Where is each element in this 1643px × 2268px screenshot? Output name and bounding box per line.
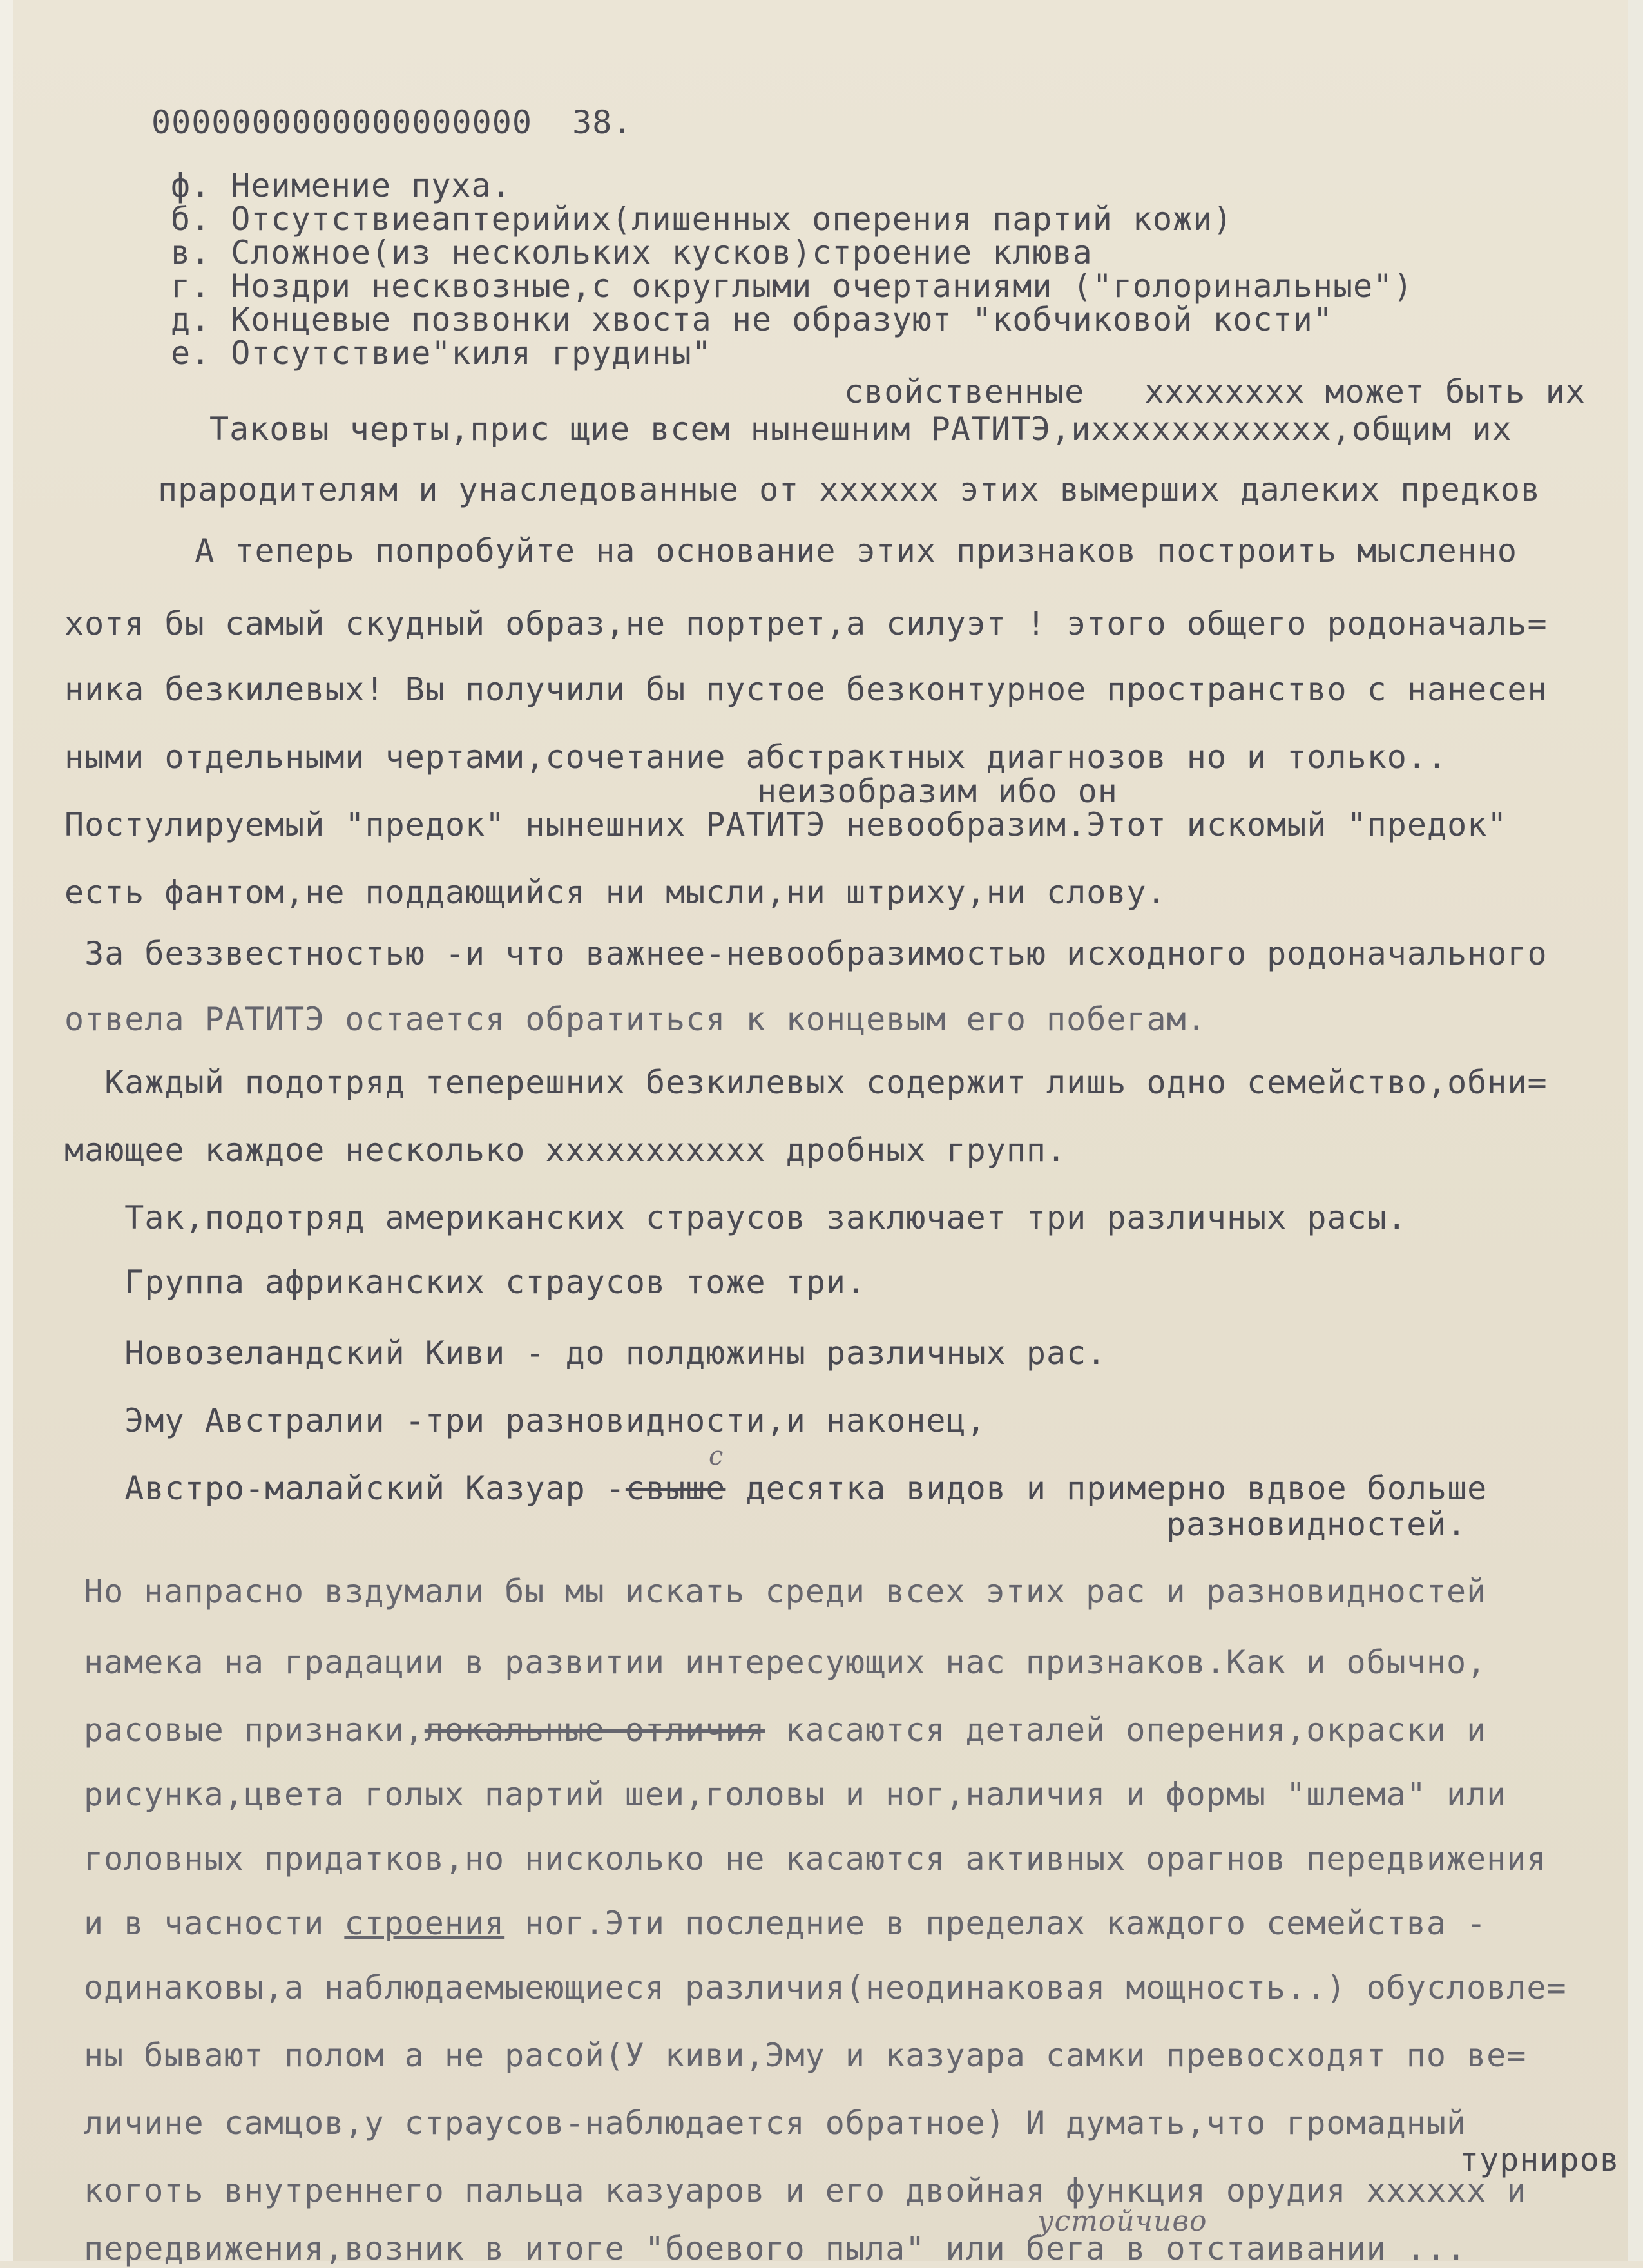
list-item: г. Ноздри несквозные,с округлыми очертаниями ("голоринальные") — [171, 267, 1414, 305]
text-line: рисунка,цвета голых партий шеи,головы и ног,наличия и формы "шлема" или — [84, 1776, 1507, 1813]
text-segment: Австро-малайский Казуар - — [64, 1470, 626, 1507]
paper-edge — [0, 0, 13, 2261]
text-line: одинаковы,а наблюдаемыеющиеся различия(неодинаковая мощность..) обусловле= — [84, 1969, 1567, 2006]
text-line: прародителям и унаследованные от хххххх этих вымерших далеких предков — [158, 471, 1541, 508]
text-line: Эму Австралии -три разновидности,и наконец, — [64, 1402, 986, 1439]
text-segment: касаются деталей оперения,окраски и — [765, 1711, 1487, 1749]
text-line: ника безкилевых! Вы получили бы пустое безконтурное пространство с нанесен — [64, 671, 1548, 708]
text-segment: расовые признаки, — [84, 1711, 425, 1749]
text-line: Но напрасно вздумали бы мы искать среди всех этих рас и разновидностей — [84, 1573, 1487, 1610]
text-line: мающее каждое несколько ххххххххххх дробных групп. — [64, 1131, 1067, 1169]
text-line: Так,подотряд американских страусов заключает три различных расы. — [64, 1199, 1407, 1236]
text-line: Новозеландский Киви - до полдюжины различных рас. — [64, 1334, 1107, 1372]
text-line: ными отдельными чертами,сочетание абстрактных диагнозов но и только.. — [64, 738, 1448, 776]
struck-word: свыше — [625, 1470, 726, 1507]
list-item: е. Отсутствие"киля грудины" — [171, 334, 712, 372]
insertion: свойственные хххххххх может быть их — [844, 373, 1586, 410]
text-segment: и в часности — [84, 1905, 345, 1942]
text-line: отвела РАТИТЭ остается обратиться к концевым его побегам. — [64, 1001, 1207, 1038]
list-item: ф. Неимение пуха. — [171, 167, 512, 204]
text-line: За беззвестностью -и что важнее-невообразимостью исходного родоначального — [64, 935, 1548, 972]
text-line: Таковы черты,прис щие всем нынешним РАТИТЭ,ихххххххххххх,общим их — [209, 410, 1512, 448]
paper-edge-right — [1628, 0, 1643, 2261]
struck-phrase: локальные отличия — [424, 1711, 765, 1749]
text-line — [84, 1904, 1486, 1943]
handwritten-note: устойчиво — [1037, 2205, 1207, 2238]
insertion: турниров — [1459, 2141, 1620, 2178]
text-segment: десятка видов и примерно вдвое больше — [725, 1470, 1488, 1507]
text-line: личине самцов,у страусов-наблюдается обратное) И думать,что громадный — [84, 2104, 1467, 2142]
text-line: Постулируемый "предок" нынешних РАТИТЭ невообразим.Этот искомый "предок" — [64, 806, 1508, 843]
text-line: коготь внутреннего пальца казуаров и его двойная функция орудия хххххх и — [84, 2172, 1527, 2209]
list-item: в. Сложное(из нескольких кусков)строение клюва — [171, 234, 1093, 271]
text-line — [84, 1711, 1486, 1749]
page-header: 0000000000000000000 38. — [151, 104, 633, 141]
text-line: головных придатков,но нисколько не касаются активных орагнов передвижения — [84, 1840, 1547, 1878]
text-line: ны бывают полом а не расой(У киви,Эму и казуара самки превосходят по ве= — [84, 2037, 1527, 2074]
text-line: есть фантом,не поддающийся ни мысли,ни штриху,ни слову. — [64, 874, 1167, 911]
underlined-word: строения — [344, 1905, 505, 1942]
text-line: А теперь попробуйте на основание этих признаков построить мысленно — [155, 532, 1517, 570]
text-segment: ног.Эти последние в пределах каждого семейства - — [504, 1905, 1487, 1942]
text-line: Каждый подотряд теперешних безкилевых содержит лишь одно семейство,обни= — [64, 1064, 1548, 1101]
text-line: Группа африканских страусов тоже три. — [64, 1264, 867, 1301]
text-line: намека на градации в развитии интересующих нас признаков.Как и обычно, — [84, 1644, 1487, 1681]
text-line: передвижения,возник в итоге "боевого пыла" или бега в отстаивании ... — [84, 2230, 1467, 2267]
insertion: неизобразим ибо он — [757, 773, 1118, 810]
text-line: хотя бы самый скудный образ,не портрет,а силуэт ! этого общего родоначаль= — [64, 605, 1548, 642]
insertion: разновидностей. — [1166, 1506, 1467, 1543]
list-item: д. Концевые позвонки хвоста не образуют "кобчиковой кости" — [171, 301, 1333, 338]
text-line — [64, 1469, 1487, 1508]
list-item: б. Отсутствиеаптерийих(лишенных оперения партий кожи) — [171, 200, 1233, 238]
correction-mark: с — [709, 1441, 724, 1471]
